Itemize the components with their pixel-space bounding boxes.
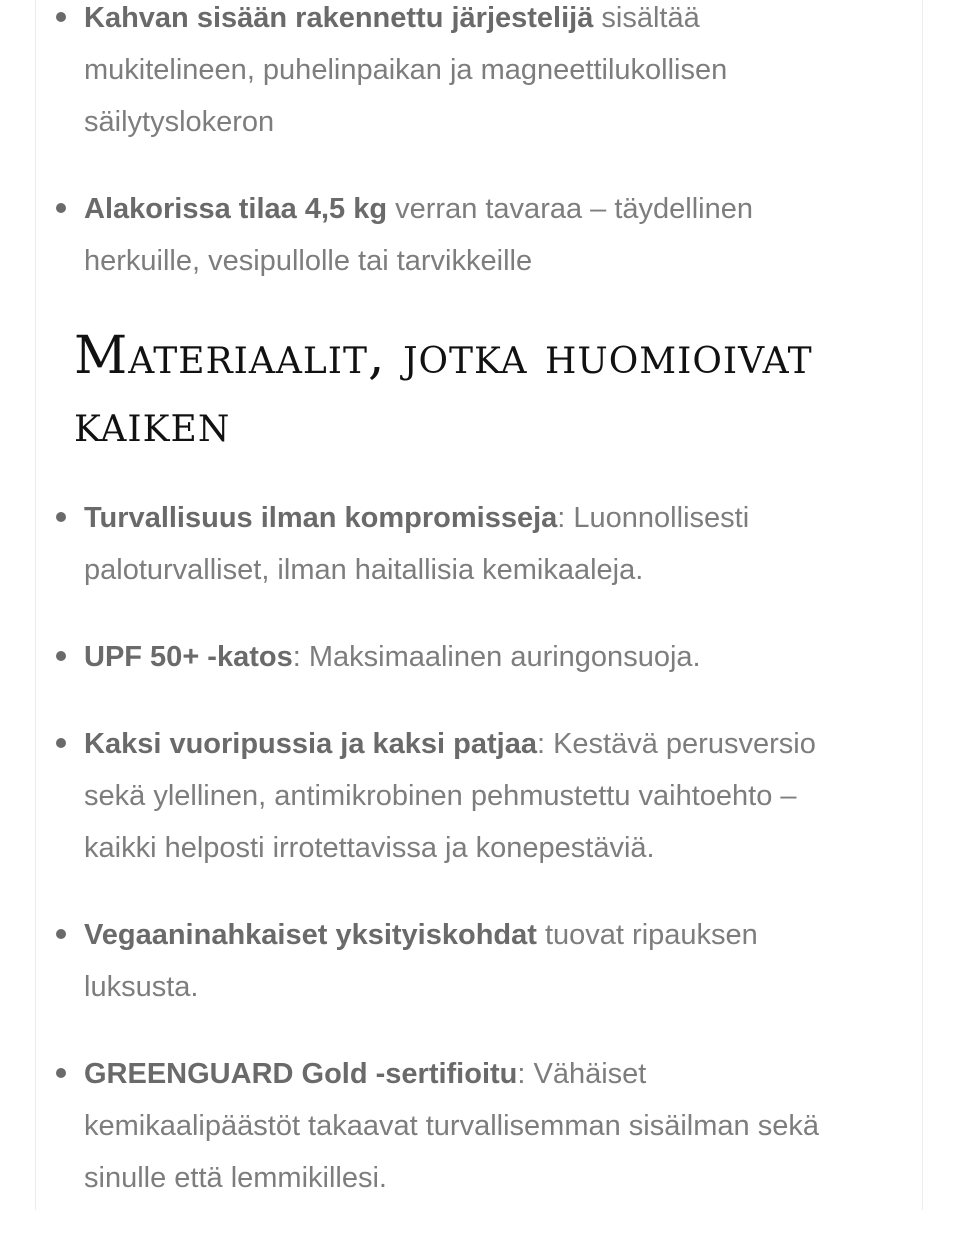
feature-title: Kahvan sisään rakennettu järjestelijä [84, 2, 594, 34]
feature-title: Vegaaninahkaiset yksityiskohdat [84, 919, 537, 951]
feature-description: sisältää mukitelineen, puhelinpaikan ja magneettilukollisen säilytyslokeron [84, 2, 728, 138]
feature-description: : Maksimaalinen auringonsuoja. [292, 641, 701, 673]
list-item [84, 909, 864, 1013]
feature-title: Alakorissa tilaa 4,5 kg [84, 193, 388, 225]
feature-title: UPF 50+ -katos [84, 641, 293, 673]
feature-description: : Kestävä perusversio sekä ylellinen, antimikrobinen pehmustettu vaihtoehto – kaikki helposti irrotettavissa ja konepestäviä. [84, 728, 816, 864]
list-item [84, 183, 864, 287]
feature-title: GREENGUARD Gold -sertifioitu [84, 1058, 518, 1090]
list-item [84, 492, 864, 596]
list-item [84, 718, 864, 874]
materials-feature-list [84, 492, 864, 1239]
top-feature-list [84, 0, 864, 322]
section-heading: Materiaalit, jotka huomioivat kaiken [74, 326, 813, 454]
feature-description: verran tavaraa – täydellinen herkuille, vesipullolle tai tarvikkeille [84, 193, 754, 277]
feature-title: Turvallisuus ilman kompromisseja [84, 502, 558, 534]
list-item [84, 631, 864, 683]
feature-description: tuovat ripauksen luksusta. [84, 919, 758, 1003]
feature-description: : Vähäiset kemikaalipäästöt takaavat turvallisemman sisäilman sekä sinulle että lemmikillesi. [84, 1058, 819, 1194]
list-item [84, 1048, 864, 1204]
feature-description: : Luonnollisesti paloturvalliset, ilman haitallisia kemikaaleja. [84, 502, 750, 586]
list-item [84, 0, 864, 148]
feature-title: Kaksi vuoripussia ja kaksi patjaa [84, 728, 537, 760]
